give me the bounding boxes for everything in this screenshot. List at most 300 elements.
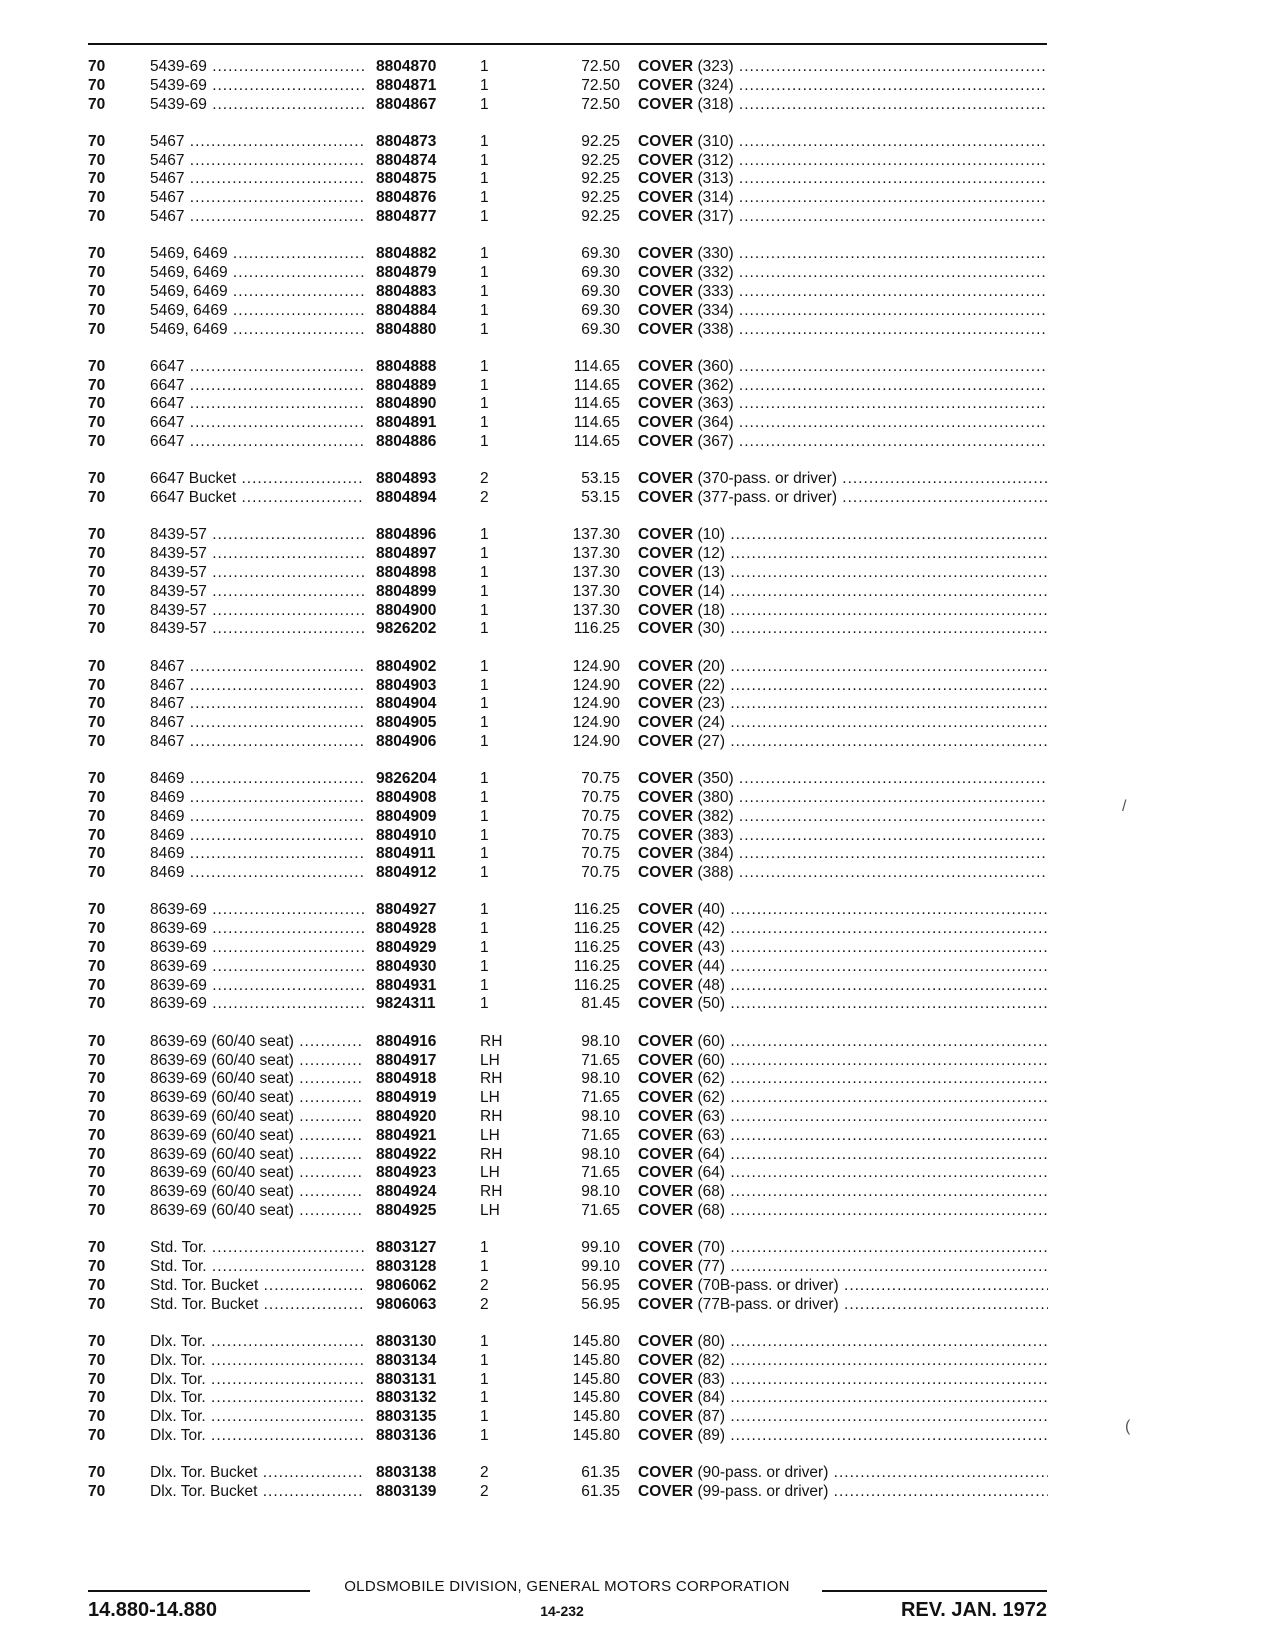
price-cell: 70.75 — [581, 770, 620, 788]
description-main: COVER — [638, 208, 694, 226]
description-main: COVER — [638, 320, 694, 338]
quantity-cell: 1 — [480, 995, 489, 1013]
description-detail: (23) — [697, 695, 726, 713]
part-number-cell: 8804897 — [376, 545, 437, 563]
price-cell: 70.75 — [581, 789, 620, 806]
model-cell: 8639-69 (60/40 seat) ..... — [150, 1146, 364, 1165]
year-cell: 70 — [88, 1145, 106, 1163]
description-detail: (84) — [697, 1389, 726, 1407]
part-number-cell: 8804894 — [376, 489, 437, 507]
price-cell: 70.75 — [581, 864, 620, 882]
model-cell: 6647 ..... — [150, 377, 364, 396]
description-cell — [638, 602, 1048, 621]
year-cell: 70 — [88, 170, 106, 188]
description-cell — [638, 152, 1048, 171]
description-main: COVER — [638, 1070, 694, 1088]
description-detail: (20) — [697, 657, 726, 675]
part-number-cell: 8804929 — [376, 939, 437, 957]
description-main: COVER — [638, 1370, 694, 1388]
row-group — [88, 901, 1048, 1014]
quantity-cell: 1 — [480, 770, 489, 788]
description-main: COVER — [638, 376, 694, 394]
description-cell — [638, 96, 1048, 115]
description-cell — [638, 208, 1048, 227]
price-cell: 116.25 — [573, 976, 620, 994]
description-main: COVER — [638, 807, 694, 825]
part-number-cell: 8804916 — [376, 1032, 437, 1050]
description-cell — [638, 864, 1048, 883]
description-detail: (40) — [697, 901, 726, 919]
description-cell — [638, 1202, 1048, 1221]
table-row — [88, 995, 1048, 1014]
description-cell — [638, 1427, 1048, 1446]
quantity-cell: 1 — [480, 1370, 489, 1388]
quantity-cell: 1 — [480, 901, 489, 919]
quantity-cell: 1 — [480, 395, 489, 413]
quantity-cell: 1 — [480, 976, 489, 994]
top-rule — [88, 43, 1047, 45]
table-row — [88, 845, 1048, 864]
year-cell: 70 — [88, 676, 106, 694]
table-row — [88, 489, 1048, 508]
model-cell: 8439-57 ..... — [150, 545, 364, 564]
description-detail: (310) — [697, 132, 734, 150]
quantity-cell: 1 — [480, 714, 489, 732]
description-detail: (27) — [697, 732, 726, 750]
price-cell: 92.25 — [581, 189, 620, 207]
year-cell: 70 — [88, 770, 106, 788]
description-main: COVER — [638, 1183, 694, 1201]
table-row — [88, 526, 1048, 545]
price-cell: 70.75 — [581, 807, 620, 825]
part-number-cell: 8804925 — [376, 1201, 437, 1219]
year-cell: 70 — [88, 151, 106, 169]
description-detail: (323) — [697, 58, 734, 75]
quantity-cell: 1 — [480, 845, 489, 863]
model-cell: 8439-57 ..... — [150, 583, 364, 602]
table-row — [88, 920, 1048, 939]
table-row — [88, 620, 1048, 639]
description-detail: (89) — [697, 1426, 726, 1444]
part-number-cell: 8804877 — [376, 208, 437, 226]
description-cell — [638, 377, 1048, 396]
description-cell — [638, 433, 1048, 452]
description-main: COVER — [638, 1276, 694, 1294]
quantity-cell: 1 — [480, 414, 489, 432]
part-number-cell: 8803134 — [376, 1351, 437, 1369]
price-cell: 71.65 — [581, 1126, 620, 1144]
price-cell: 92.25 — [581, 208, 620, 226]
description-detail: (42) — [697, 920, 726, 938]
row-group — [88, 358, 1048, 452]
stray-mark: / — [1122, 798, 1127, 815]
description-main: COVER — [638, 995, 694, 1013]
price-cell: 145.80 — [572, 1426, 620, 1444]
model-cell: 6647 ..... — [150, 414, 364, 433]
description-detail: (60) — [697, 1051, 726, 1069]
stray-mark: ( — [1125, 1418, 1131, 1435]
model-cell: 6647 ..... — [150, 358, 364, 377]
price-cell: 69.30 — [581, 282, 620, 300]
description-main: COVER — [638, 470, 694, 488]
quantity-cell: 1 — [480, 76, 489, 94]
year-cell: 70 — [88, 1032, 106, 1050]
year-cell: 70 — [88, 826, 106, 844]
table-row — [88, 733, 1048, 752]
description-detail: (62) — [697, 1070, 726, 1088]
description-detail: (43) — [697, 939, 726, 957]
description-cell — [638, 133, 1048, 152]
description-cell — [638, 901, 1048, 920]
description-main: COVER — [638, 676, 694, 694]
table-row — [88, 1296, 1048, 1315]
price-cell: 69.30 — [581, 320, 620, 338]
description-detail: (360) — [697, 357, 734, 375]
description-main: COVER — [638, 1145, 694, 1163]
description-cell — [638, 1408, 1048, 1427]
table-row — [88, 377, 1048, 396]
year-cell: 70 — [88, 901, 106, 919]
description-main: COVER — [638, 1332, 694, 1350]
model-cell: 5469, 6469 ..... — [150, 283, 364, 302]
quantity-cell: 1 — [480, 1239, 489, 1257]
description-main: COVER — [638, 245, 694, 263]
table-row — [88, 1108, 1048, 1127]
description-main: COVER — [638, 189, 694, 207]
year-cell: 70 — [88, 320, 106, 338]
year-cell: 70 — [88, 58, 106, 75]
quantity-cell: 1 — [480, 657, 489, 675]
table-row — [88, 1483, 1048, 1502]
model-cell: Dlx. Tor. ..... — [150, 1427, 364, 1446]
description-main: COVER — [638, 620, 694, 638]
table-row — [88, 545, 1048, 564]
row-group — [88, 1464, 1048, 1502]
year-cell: 70 — [88, 1370, 106, 1388]
description-main: COVER — [638, 76, 694, 94]
part-number-cell: 9806063 — [376, 1295, 437, 1313]
quantity-cell: 1 — [480, 789, 489, 806]
description-cell — [638, 845, 1048, 864]
description-main: COVER — [638, 132, 694, 150]
model-cell: Std. Tor. Bucket ..... — [150, 1277, 364, 1296]
description-cell — [638, 827, 1048, 846]
description-cell — [638, 1127, 1048, 1146]
description-cell — [638, 189, 1048, 208]
price-cell: 72.50 — [581, 76, 620, 94]
description-main: COVER — [638, 170, 694, 188]
part-number-cell: 8803135 — [376, 1408, 437, 1426]
quantity-cell: 1 — [480, 1258, 489, 1276]
footer-division: OLDSMOBILE DIVISION, GENERAL MOTORS CORPORATION — [344, 1578, 790, 1595]
price-cell: 61.35 — [581, 1483, 620, 1500]
model-cell: Std. Tor. ..... — [150, 1239, 364, 1258]
description-main: COVER — [638, 714, 694, 732]
description-main: COVER — [638, 414, 694, 432]
year-cell: 70 — [88, 1051, 106, 1069]
year-cell: 70 — [88, 76, 106, 94]
quantity-cell: 1 — [480, 95, 489, 113]
price-cell: 61.35 — [581, 1464, 620, 1482]
price-cell: 116.25 — [573, 901, 620, 919]
model-cell: 5467 ..... — [150, 208, 364, 227]
table-row — [88, 1146, 1048, 1165]
price-cell: 92.25 — [581, 151, 620, 169]
year-cell: 70 — [88, 1276, 106, 1294]
quantity-cell: 1 — [480, 1351, 489, 1369]
price-cell: 114.65 — [573, 433, 620, 451]
price-cell: 124.90 — [572, 714, 620, 732]
footer-rule-left — [88, 1590, 310, 1592]
part-number-cell: 8804884 — [376, 301, 437, 319]
part-number-cell: 8804927 — [376, 901, 437, 919]
year-cell: 70 — [88, 95, 106, 113]
year-cell: 70 — [88, 657, 106, 675]
quantity-cell: 1 — [480, 601, 489, 619]
description-main: COVER — [638, 957, 694, 975]
description-detail: (90-pass. or driver) — [697, 1464, 829, 1482]
description-cell — [638, 1352, 1048, 1371]
price-cell: 98.10 — [581, 1183, 620, 1201]
table-row — [88, 395, 1048, 414]
quantity-cell: 2 — [480, 489, 489, 507]
part-number-cell: 8804876 — [376, 189, 437, 207]
part-number-cell: 8804909 — [376, 807, 437, 825]
table-row — [88, 189, 1048, 208]
description-main: COVER — [638, 1239, 694, 1257]
table-row — [88, 583, 1048, 602]
description-detail: (64) — [697, 1164, 726, 1182]
part-number-cell: 8804867 — [376, 95, 437, 113]
row-group — [88, 1033, 1048, 1221]
row-group — [88, 1239, 1048, 1314]
quantity-cell: LH — [480, 1089, 500, 1107]
part-number-cell: 8803127 — [376, 1239, 437, 1257]
model-cell: 8467 ..... — [150, 733, 364, 752]
model-cell: 8469 ..... — [150, 789, 364, 808]
price-cell: 114.65 — [573, 414, 620, 432]
year-cell: 70 — [88, 395, 106, 413]
description-detail: (363) — [697, 395, 734, 413]
description-cell — [638, 1146, 1048, 1165]
description-detail: (70) — [697, 1239, 726, 1257]
price-cell: 116.25 — [573, 957, 620, 975]
description-cell — [638, 1239, 1048, 1258]
quantity-cell: 1 — [480, 826, 489, 844]
year-cell: 70 — [88, 807, 106, 825]
price-cell: 98.10 — [581, 1107, 620, 1125]
quantity-cell: LH — [480, 1126, 500, 1144]
part-number-cell: 8804906 — [376, 732, 437, 750]
description-cell — [638, 808, 1048, 827]
part-number-cell: 8804902 — [376, 657, 437, 675]
table-row — [88, 1277, 1048, 1296]
price-cell: 124.90 — [572, 732, 620, 750]
description-main: COVER — [638, 357, 694, 375]
year-cell: 70 — [88, 1070, 106, 1088]
model-cell: Dlx. Tor. ..... — [150, 1333, 364, 1352]
part-number-cell: 8803128 — [376, 1258, 437, 1276]
year-cell: 70 — [88, 1295, 106, 1313]
quantity-cell: 1 — [480, 189, 489, 207]
description-detail: (82) — [697, 1351, 726, 1369]
description-cell — [638, 1052, 1048, 1071]
description-main: COVER — [638, 433, 694, 451]
price-cell: 53.15 — [581, 470, 620, 488]
table-row — [88, 1427, 1048, 1446]
table-row — [88, 283, 1048, 302]
description-cell — [638, 1333, 1048, 1352]
description-detail: (367) — [697, 433, 734, 451]
description-detail: (350) — [697, 770, 734, 788]
description-detail: (68) — [697, 1183, 726, 1201]
quantity-cell: 1 — [480, 732, 489, 750]
quantity-cell: RH — [480, 1145, 503, 1163]
model-cell: 8467 ..... — [150, 714, 364, 733]
part-number-cell: 8803136 — [376, 1426, 437, 1444]
part-number-cell: 8804893 — [376, 470, 437, 488]
quantity-cell: 2 — [480, 1483, 489, 1500]
table-row — [88, 714, 1048, 733]
description-cell — [638, 695, 1048, 714]
description-cell — [638, 789, 1048, 808]
description-cell — [638, 583, 1048, 602]
model-cell: 6647 Bucket ..... — [150, 489, 364, 508]
description-detail: (382) — [697, 807, 734, 825]
price-cell: 71.65 — [581, 1201, 620, 1219]
model-cell: 5469, 6469 ..... — [150, 302, 364, 321]
description-detail: (70B-pass. or driver) — [697, 1276, 839, 1294]
part-number-cell: 8804882 — [376, 245, 437, 263]
year-cell: 70 — [88, 376, 106, 394]
description-cell — [638, 564, 1048, 583]
model-cell: 8439-57 ..... — [150, 602, 364, 621]
part-number-cell: 8804880 — [376, 320, 437, 338]
model-cell: 8639-69 (60/40 seat) ..... — [150, 1070, 364, 1089]
quantity-cell: 2 — [480, 470, 489, 488]
table-row — [88, 208, 1048, 227]
description-main: COVER — [638, 1389, 694, 1407]
table-row — [88, 827, 1048, 846]
part-number-cell: 8803131 — [376, 1370, 437, 1388]
description-detail: (63) — [697, 1126, 726, 1144]
table-row — [88, 695, 1048, 714]
description-cell — [638, 302, 1048, 321]
description-detail: (99-pass. or driver) — [697, 1483, 829, 1500]
model-cell: 5439-69 ..... — [150, 58, 364, 77]
part-number-cell: 8804875 — [376, 170, 437, 188]
year-cell: 70 — [88, 1107, 106, 1125]
description-main: COVER — [638, 901, 694, 919]
price-cell: 98.10 — [581, 1145, 620, 1163]
price-cell: 72.50 — [581, 95, 620, 113]
description-main: COVER — [638, 1032, 694, 1050]
year-cell: 70 — [88, 526, 106, 544]
model-cell: 8639-69 ..... — [150, 920, 364, 939]
description-main: COVER — [638, 826, 694, 844]
description-main: COVER — [638, 564, 694, 582]
description-detail: (388) — [697, 864, 734, 882]
part-number-cell: 8803132 — [376, 1389, 437, 1407]
quantity-cell: 1 — [480, 357, 489, 375]
table-row — [88, 321, 1048, 340]
quantity-cell: 1 — [480, 376, 489, 394]
quantity-cell: 1 — [480, 1332, 489, 1350]
model-cell: 8467 ..... — [150, 658, 364, 677]
year-cell: 70 — [88, 545, 106, 563]
row-group — [88, 470, 1048, 508]
year-cell: 70 — [88, 789, 106, 806]
year-cell: 70 — [88, 264, 106, 282]
model-cell: 5467 ..... — [150, 189, 364, 208]
model-cell: 8469 ..... — [150, 808, 364, 827]
model-cell: 8469 ..... — [150, 845, 364, 864]
row-group — [88, 770, 1048, 883]
row-group — [88, 133, 1048, 227]
description-cell — [638, 977, 1048, 996]
description-main: COVER — [638, 1107, 694, 1125]
model-cell: 8639-69 (60/40 seat) ..... — [150, 1089, 364, 1108]
price-cell: 69.30 — [581, 301, 620, 319]
model-cell: Dlx. Tor. ..... — [150, 1352, 364, 1371]
description-main: COVER — [638, 1408, 694, 1426]
price-cell: 53.15 — [581, 489, 620, 507]
quantity-cell: 1 — [480, 920, 489, 938]
description-detail: (314) — [697, 189, 734, 207]
quantity-cell: 1 — [480, 1389, 489, 1407]
row-group — [88, 58, 1048, 114]
year-cell: 70 — [88, 976, 106, 994]
description-detail: (87) — [697, 1408, 726, 1426]
part-number-cell: 8804917 — [376, 1051, 437, 1069]
quantity-cell: 1 — [480, 264, 489, 282]
part-number-cell: 8804930 — [376, 957, 437, 975]
table-row — [88, 1033, 1048, 1052]
model-cell: 8469 ..... — [150, 827, 364, 846]
table-row — [88, 245, 1048, 264]
footer-catalog-range: 14.880-14.880 — [88, 1599, 218, 1621]
quantity-cell: 1 — [480, 582, 489, 600]
year-cell: 70 — [88, 357, 106, 375]
description-detail: (48) — [697, 976, 726, 994]
description-main: COVER — [638, 1051, 694, 1069]
description-detail: (60) — [697, 1032, 726, 1050]
quantity-cell: 1 — [480, 864, 489, 882]
part-number-cell: 8804883 — [376, 282, 437, 300]
table-row — [88, 1371, 1048, 1390]
description-detail: (62) — [697, 1089, 726, 1107]
quantity-cell: 1 — [480, 1408, 489, 1426]
part-number-cell: 8804911 — [376, 845, 436, 863]
quantity-cell: 1 — [480, 282, 489, 300]
table-row — [88, 264, 1048, 283]
description-detail: (18) — [697, 601, 726, 619]
description-detail: (80) — [697, 1332, 726, 1350]
part-number-cell: 8804871 — [376, 76, 437, 94]
model-cell: Dlx. Tor. Bucket ..... — [150, 1464, 364, 1483]
quantity-cell: 1 — [480, 564, 489, 582]
part-number-cell: 8804924 — [376, 1183, 437, 1201]
description-detail: (12) — [697, 545, 726, 563]
description-cell — [638, 1389, 1048, 1408]
price-cell: 69.30 — [581, 245, 620, 263]
row-group — [88, 658, 1048, 752]
price-cell: 145.80 — [572, 1408, 620, 1426]
part-number-cell: 8804923 — [376, 1164, 437, 1182]
part-number-cell: 8804874 — [376, 151, 437, 169]
description-cell — [638, 1258, 1048, 1277]
price-cell: 137.30 — [572, 545, 620, 563]
